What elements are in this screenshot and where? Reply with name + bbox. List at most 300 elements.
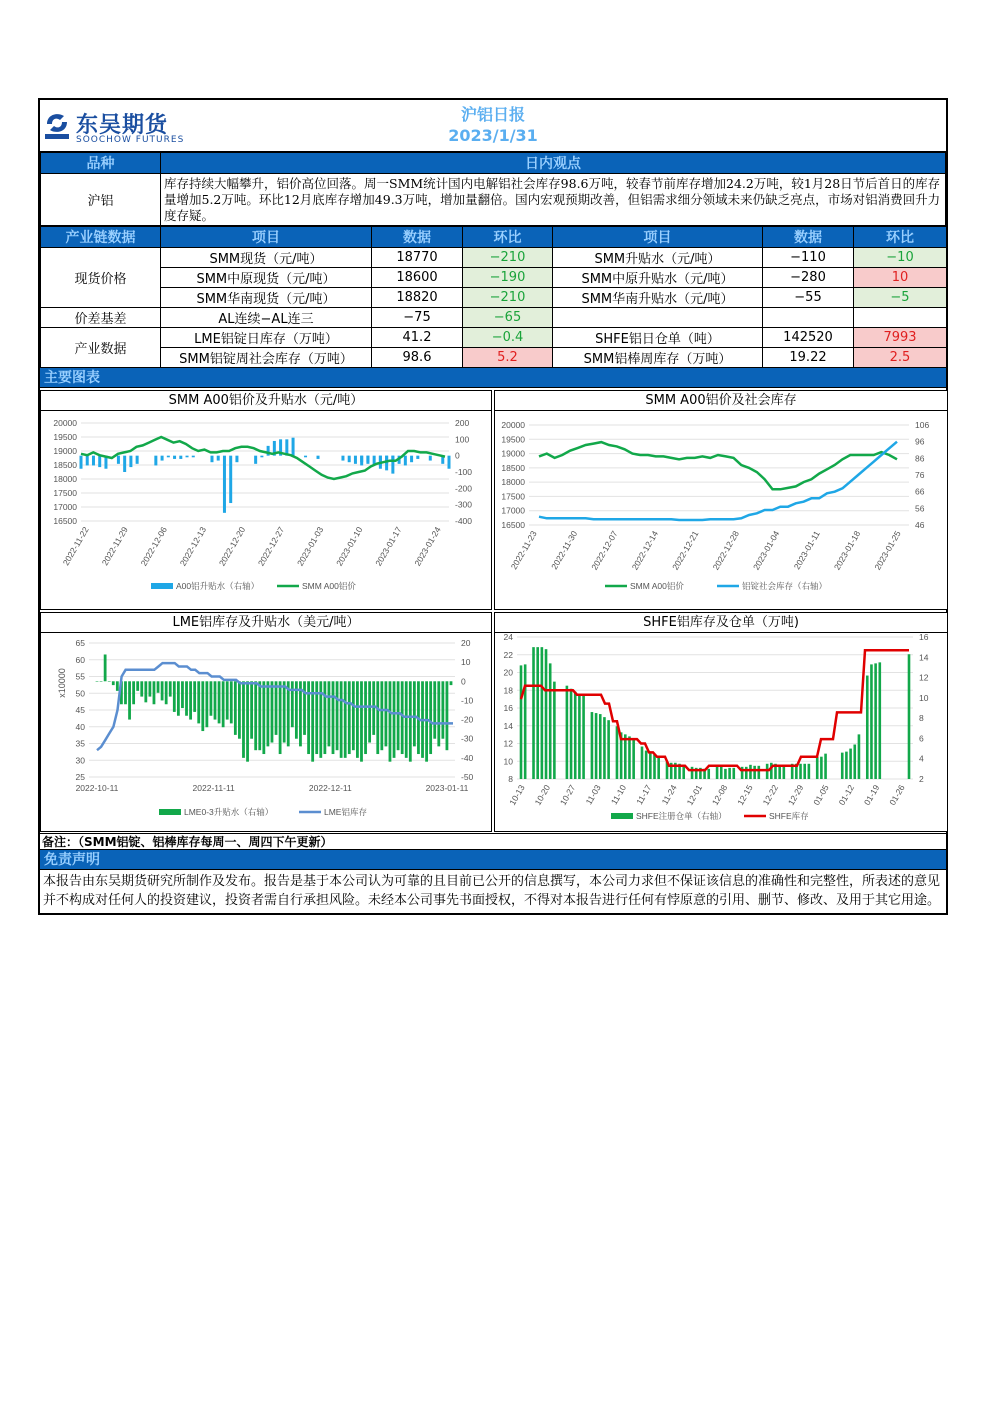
chain-header: 产业链数据 [41, 227, 161, 248]
premium-bar [429, 456, 432, 461]
premium-bar [192, 456, 195, 458]
y-left-tick-label: 16 [503, 703, 513, 713]
warrant-bar [578, 694, 581, 779]
y-left-unit-label: x10000 [57, 668, 67, 698]
y-right-tick-label: 6 [919, 733, 924, 744]
x-tick-label: 01-26 [887, 783, 907, 807]
view-col-product: 品种 [41, 153, 161, 174]
warrant-bar [758, 766, 761, 779]
premium-bar [332, 681, 335, 754]
y-right-tick-label: -30 [461, 733, 474, 744]
premium-bar [226, 681, 229, 719]
premium-bar [177, 681, 180, 715]
series-line [81, 437, 445, 479]
warrant-bar [574, 692, 577, 779]
table-row [41, 308, 947, 328]
y-right-tick-label: 200 [455, 418, 470, 428]
x-tick-label: 11-10 [608, 783, 629, 807]
premium-bar [425, 681, 428, 761]
warrant-bar [753, 766, 756, 779]
change-cell: −0.4 [463, 328, 553, 348]
premium-bar [348, 456, 351, 463]
y-right-tick-label: 2 [919, 774, 924, 784]
x-tick-label: 2022-12-27 [255, 525, 287, 568]
premium-bar [328, 681, 331, 746]
warrant-bar [549, 663, 552, 779]
premium-bar [98, 456, 101, 467]
item-cell: SMM中原升贴水（元/吨） [553, 268, 763, 288]
premium-bar [341, 456, 344, 461]
premium-bar [96, 681, 99, 682]
warrant-bar [595, 713, 598, 779]
premium-bar [165, 681, 168, 704]
x-tick-label: 2022-11-29 [99, 525, 130, 568]
y-right-tick-label: 100 [455, 434, 470, 445]
y-right-tick-label: 86 [915, 453, 925, 464]
warrant-bar [624, 734, 627, 779]
premium-bar [389, 681, 392, 761]
x-tick-label: 10-13 [507, 783, 527, 807]
chart-svg [495, 633, 947, 831]
x-tick-label: 2023-01-11 [425, 783, 469, 793]
warrant-bar [745, 767, 748, 779]
warrant-bar [816, 757, 819, 779]
legend-label: SHFE库存 [769, 811, 809, 821]
premium-bar [210, 681, 213, 715]
chart-svg [41, 633, 491, 831]
chain-header: 项目 [161, 227, 372, 248]
warrant-bar [908, 654, 911, 779]
premium-bar [409, 681, 412, 761]
premium-bar [210, 456, 213, 463]
premium-bar [448, 456, 451, 469]
change-cell: 2.5 [854, 348, 947, 368]
y-right-tick-label: 14 [919, 652, 929, 663]
premium-bar [185, 681, 188, 715]
premium-bar [393, 681, 396, 758]
premium-bar [366, 456, 369, 464]
item-cell: AL连续−AL连三 [161, 308, 372, 328]
chain-header: 数据 [763, 227, 854, 248]
item-cell: SMM华南升贴水（元/吨） [553, 288, 763, 308]
y-left-tick-label: 24 [503, 633, 513, 642]
y-left-tick-label: 18500 [53, 460, 77, 470]
y-right-tick-label: 66 [915, 486, 925, 497]
report [38, 98, 948, 915]
x-tick-label: 01-12 [836, 783, 857, 807]
chart-svg [495, 411, 947, 609]
premium-bar [433, 681, 436, 738]
premium-bar [352, 681, 355, 750]
warrant-bar [599, 714, 602, 779]
premium-bar [123, 456, 126, 472]
x-tick-label: 12-22 [760, 783, 781, 807]
chain-header: 数据 [372, 227, 463, 248]
product-name: 沪铝 [41, 174, 161, 226]
premium-bar [117, 456, 120, 464]
warrant-bar [874, 663, 877, 779]
warrant-bar [645, 751, 648, 779]
warrant-bar [524, 664, 527, 779]
y-left-tick-label: 18 [503, 685, 513, 696]
premium-bar [413, 681, 416, 746]
warrant-bar [603, 717, 606, 779]
warrant-bar [520, 665, 523, 779]
x-tick-label: 2023-01-03 [294, 525, 326, 568]
premium-bar [136, 456, 139, 464]
report-header [40, 100, 946, 152]
y-right-tick-label: 10 [461, 657, 471, 668]
premium-bar [197, 681, 200, 723]
warrant-bar [582, 696, 585, 779]
premium-bar [234, 681, 237, 735]
y-left-tick-label: 16500 [501, 520, 525, 530]
x-tick-label: 2022-11-30 [549, 529, 580, 572]
x-tick-label: 01-05 [811, 783, 831, 807]
item-cell: SHFE铝日仓单（吨） [553, 328, 763, 348]
premium-bar [254, 456, 257, 464]
x-tick-label: 2022-10-11 [75, 783, 119, 793]
legend-label: LME0-3升贴水（右轴） [184, 807, 274, 817]
warrant-bar [820, 757, 823, 779]
change-cell [854, 308, 947, 328]
warrant-bar [570, 689, 573, 779]
x-tick-label: 2022-12-28 [710, 529, 741, 572]
y-right-tick-label: 96 [915, 436, 925, 447]
x-tick-label: 12-15 [735, 783, 755, 807]
premium-bar [218, 681, 221, 723]
y-left-tick-label: 18000 [501, 477, 525, 488]
change-cell: 5.2 [463, 348, 553, 368]
warrant-bar [870, 664, 873, 779]
y-right-tick-label: -100 [455, 467, 473, 477]
warrant-bar [803, 764, 806, 779]
warrant-bar [732, 768, 735, 779]
premium-bar [380, 681, 383, 750]
premium-bar [283, 681, 286, 742]
warrant-bar [649, 753, 652, 779]
premium-bar [266, 681, 269, 746]
value-cell: −75 [372, 308, 463, 328]
warrant-bar [691, 767, 694, 779]
y-left-tick-label: 19000 [53, 446, 77, 456]
premium-bar [136, 681, 139, 691]
warrant-bar [866, 676, 869, 779]
legend-swatch [611, 813, 633, 819]
warrant-bar [766, 764, 769, 779]
value-cell: 19.22 [763, 348, 854, 368]
y-left-tick-label: 25 [75, 772, 85, 782]
warrant-bar [632, 738, 635, 779]
premium-bar [214, 681, 217, 719]
item-cell: SMM升贴水（元/吨） [553, 248, 763, 268]
y-right-tick-label: 20 [461, 638, 471, 648]
premium-bar [108, 681, 111, 682]
premium-bar [356, 681, 359, 758]
premium-bar [450, 681, 453, 685]
premium-bar [441, 681, 444, 738]
y-left-tick-label: 20000 [501, 420, 525, 430]
y-left-tick-label: 17500 [53, 488, 77, 498]
premium-bar [405, 681, 408, 758]
premium-bar [161, 456, 164, 461]
table-row [41, 248, 947, 268]
x-tick-label: 12-29 [785, 783, 806, 807]
chart-svg [41, 411, 491, 609]
y-right-tick-label: 8 [919, 713, 924, 724]
premium-bar [384, 681, 387, 746]
premium-bar [292, 438, 295, 456]
y-right-tick-label: 46 [915, 520, 925, 530]
premium-bar [100, 681, 103, 682]
y-left-tick-label: 45 [75, 705, 85, 715]
x-tick-label: 2022-11-11 [192, 783, 235, 793]
charts-section-title: 主要图表 [40, 368, 946, 388]
premium-bar [92, 456, 95, 466]
warrant-bar [566, 686, 569, 779]
value-cell: 18820 [372, 288, 463, 308]
premium-bar [173, 456, 176, 459]
premium-bar [242, 681, 245, 758]
premium-bar [372, 681, 375, 735]
premium-bar [437, 681, 440, 746]
item-cell: LME铝锭日库存（万吨） [161, 328, 372, 348]
warrant-bar [657, 757, 660, 779]
item-cell: SMM铝棒周库存（万吨） [553, 348, 763, 368]
warrant-bar [878, 662, 881, 779]
premium-bar [250, 681, 253, 738]
premium-bar [336, 681, 339, 750]
item-cell: SMM现货（元/吨） [161, 248, 372, 268]
change-cell: 10 [854, 268, 947, 288]
chart-lme-stock-premium [40, 612, 492, 832]
y-right-tick-label: -200 [455, 483, 473, 494]
y-right-tick-label: -10 [461, 695, 474, 706]
premium-bar [238, 681, 241, 738]
premium-bar [271, 681, 274, 742]
premium-bar [140, 681, 143, 696]
y-left-tick-label: 12 [503, 738, 513, 749]
premium-bar [340, 681, 343, 758]
premium-bar [446, 681, 449, 750]
chain-header: 环比 [854, 227, 947, 248]
y-right-tick-label: -400 [455, 516, 473, 526]
warrant-bar [545, 649, 548, 779]
warrant-bar [858, 734, 861, 779]
warrant-bar [799, 764, 802, 779]
y-left-tick-label: 50 [75, 688, 85, 699]
premium-bar [360, 681, 363, 761]
warrant-bar [591, 712, 594, 779]
premium-bar [260, 456, 263, 458]
item-cell: SMM铝锭周社会库存（万吨） [161, 348, 372, 368]
chain-data-table [40, 226, 947, 368]
premium-bar [86, 456, 89, 466]
premium-bar [104, 654, 107, 681]
table-row [41, 268, 947, 288]
premium-bar [154, 456, 157, 466]
premium-bar [391, 456, 394, 474]
table-row [41, 328, 947, 348]
table-row [41, 288, 947, 308]
daily-opinion-text: 库存持续大幅攀升，铝价高位回落。周一SMM统计国内电解铝社会库存98.6万吨，较春节前库存增加24.2万吨，较1月28日节后首日的库存量增加5.2万吨。环比12月底库存增加49.3万吨，增加量翻倍。国内宏观预期改善，但铝需求细分领域未来仍缺乏亮点，市场对铝消费回升力度存疑。 [161, 174, 946, 226]
chain-header: 项目 [553, 227, 763, 248]
value-cell: 142520 [763, 328, 854, 348]
premium-bar [169, 681, 172, 696]
premium-bar [167, 456, 170, 458]
legend-label: SMM A00铝价 [302, 581, 356, 591]
group-label-basis: 价差基差 [41, 308, 161, 328]
value-cell: 18600 [372, 268, 463, 288]
y-left-tick-label: 14 [503, 720, 513, 731]
premium-bar [116, 681, 119, 691]
legend-label: 铝锭社会库存（右轴） [742, 581, 828, 591]
chart-title: SHFE铝库存及仓单（万吨) [495, 613, 947, 633]
chart-shfe-stock-warrant [494, 612, 948, 832]
y-left-tick-label: 35 [75, 738, 85, 749]
y-left-tick-label: 22 [503, 649, 513, 660]
y-right-tick-label: -50 [461, 772, 474, 782]
logo-chinese-name: 东吴期货 [76, 113, 169, 138]
change-cell: −210 [463, 288, 553, 308]
y-left-tick-label: 18500 [501, 462, 525, 473]
premium-bar [410, 456, 413, 463]
item-cell [553, 308, 763, 328]
logo-english-name: SOOCHOW FUTURES [76, 135, 185, 145]
change-cell: −65 [463, 308, 553, 328]
y-right-tick-label: 106 [915, 420, 930, 430]
premium-bar [397, 681, 400, 750]
warrant-bar [849, 749, 852, 779]
group-label-spot: 现货价格 [41, 248, 161, 308]
premium-bar [205, 681, 208, 727]
warrant-bar [845, 752, 848, 779]
warrant-bar [553, 682, 556, 779]
warrant-bar [532, 647, 535, 779]
item-cell: SMM中原现货（元/吨） [161, 268, 372, 288]
y-right-tick-label: 0 [455, 450, 460, 461]
x-tick-label: 2022-11-23 [508, 529, 539, 572]
premium-bar [360, 456, 363, 463]
premium-bar [201, 681, 204, 731]
x-tick-label: 2023-01-24 [412, 525, 443, 568]
warrant-bar [628, 736, 631, 779]
warrant-bar [824, 754, 827, 779]
x-tick-label: 11-17 [634, 783, 654, 807]
y-left-tick-label: 55 [75, 671, 85, 682]
x-tick-label: 10-27 [557, 783, 578, 807]
legend-label: A00铝升贴水（右轴） [176, 581, 260, 591]
y-right-tick-label: 4 [919, 753, 924, 764]
premium-bar [128, 681, 131, 719]
table-row [41, 348, 947, 368]
chain-header: 环比 [463, 227, 553, 248]
warrant-bar [653, 755, 656, 779]
y-left-tick-label: 17000 [53, 502, 77, 512]
chart-smm-a00-social-stock [494, 390, 948, 610]
x-tick-label: 2022-12-21 [670, 529, 701, 572]
warrant-bar [724, 769, 727, 779]
premium-bar [161, 681, 164, 700]
premium-bar [132, 681, 135, 704]
item-cell: SMM华南现货（元/吨） [161, 288, 372, 308]
y-right-tick-label: 0 [461, 676, 466, 687]
warrant-bar [641, 747, 644, 779]
x-tick-label: 2023-01-04 [750, 529, 782, 572]
premium-bar [144, 681, 147, 702]
y-left-tick-label: 16500 [53, 516, 77, 526]
legend-swatch [159, 809, 181, 815]
x-tick-label: 11-24 [659, 783, 679, 807]
y-left-tick-label: 19500 [53, 432, 77, 442]
premium-bar [173, 681, 176, 712]
warrant-bar [536, 647, 539, 779]
y-left-tick-label: 30 [75, 755, 85, 766]
premium-bar [291, 681, 294, 727]
warrant-bar [749, 765, 752, 779]
premium-bar [229, 456, 232, 503]
value-cell: 41.2 [372, 328, 463, 348]
value-cell: −110 [763, 248, 854, 268]
x-tick-label: 10-20 [532, 783, 553, 807]
x-tick-label: 2022-12-13 [177, 525, 209, 568]
warrant-bar [616, 726, 619, 779]
x-tick-label: 12-01 [684, 783, 705, 807]
y-right-tick-label: -20 [461, 714, 474, 725]
warrant-bar [808, 764, 811, 779]
x-tick-label: 01-19 [861, 783, 882, 807]
premium-bar [222, 681, 225, 727]
warrant-bar [541, 647, 544, 779]
x-tick-label: 2022-12-06 [138, 525, 169, 568]
warrant-bar [853, 745, 856, 779]
value-cell: 98.6 [372, 348, 463, 368]
premium-bar [275, 681, 278, 735]
premium-bar [193, 681, 196, 712]
premium-bar [262, 681, 265, 754]
y-left-tick-label: 19500 [501, 434, 525, 445]
change-cell: −210 [463, 248, 553, 268]
y-right-tick-label: -40 [461, 752, 474, 763]
premium-bar [179, 456, 182, 459]
premium-bar [258, 681, 261, 750]
premium-bar [129, 456, 132, 467]
chart-title: SMM A00铝价及社会库存 [495, 391, 947, 411]
y-right-tick-label: 76 [915, 470, 925, 480]
y-left-tick-label: 20000 [53, 418, 77, 428]
x-tick-label: 11-03 [583, 783, 603, 807]
y-left-tick-label: 10 [503, 756, 513, 767]
x-tick-label: 2023-01-18 [831, 529, 863, 572]
y-left-tick-label: 60 [75, 654, 85, 665]
y-left-tick-label: 18000 [53, 474, 77, 484]
premium-bar [230, 681, 233, 723]
view-table [40, 152, 946, 226]
group-label-industry: 产业数据 [41, 328, 161, 368]
warrant-bar [707, 769, 710, 779]
premium-bar [254, 681, 257, 750]
y-left-tick-label: 19000 [501, 448, 525, 459]
y-right-tick-label: 10 [919, 692, 929, 703]
chart-smm-a00-premium [40, 390, 492, 610]
premium-bar [416, 456, 419, 459]
premium-bar [246, 681, 249, 761]
disclaimer-text: 本报告由东吴期货研究所制作及发布。报告是基于本公司认为可靠的且目前已公开的信息撰写，本公司力求但不保证该信息的准确性和完整性，所表述的意见并不构成对任何人的投资建议，投资者需自行承担风险。未经本公司事先书面授权，不得对本报告进行任何有悖原意的引用、删节、修改、及用于其它用途。 [43, 874, 941, 908]
chart-title: SMM A00铝价及升贴水（元/吨） [41, 391, 491, 411]
premium-bar [235, 456, 238, 463]
x-tick-label: 12-08 [709, 783, 730, 807]
y-right-tick-label: -300 [455, 499, 473, 510]
